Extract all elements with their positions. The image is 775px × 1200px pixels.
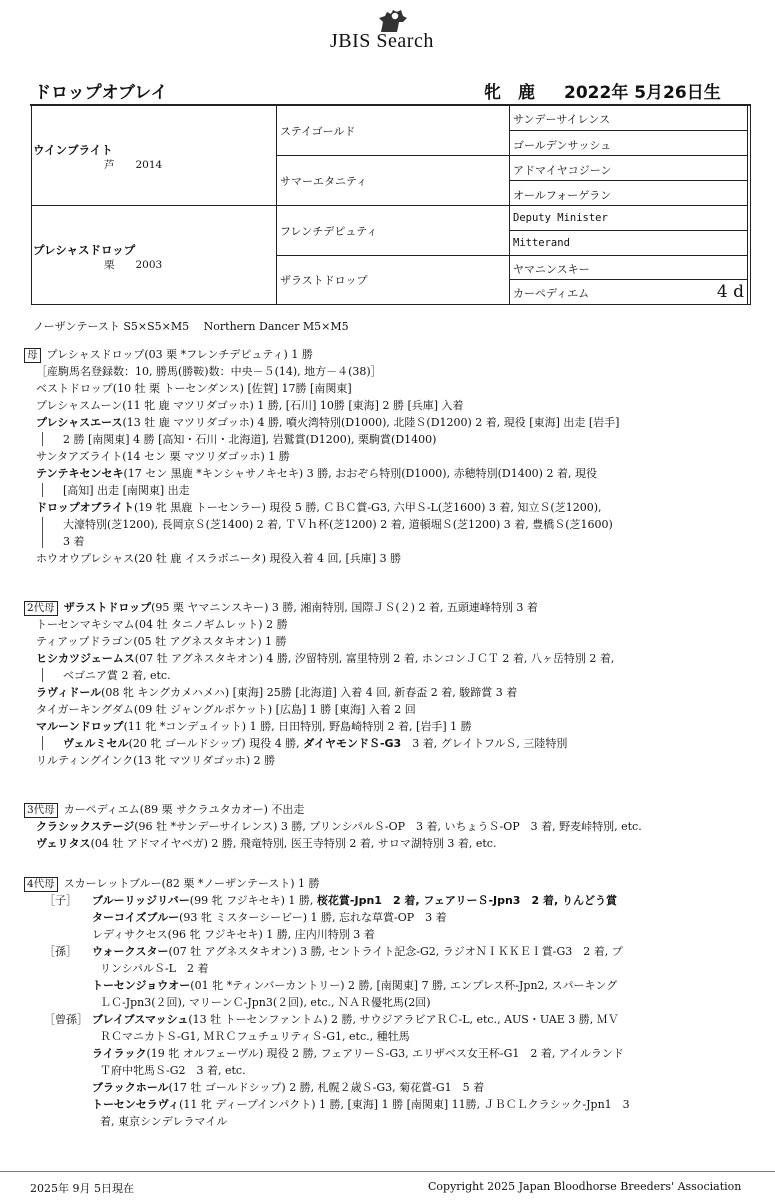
progeny-detail: (17 セン 黒鹿 *キンシャサノキセキ) 3 勝, おおぞら特別(D1000), 赤穂特別(D1400) 2 着, 現役 bbox=[123, 467, 597, 480]
pedigree-dsd-cell bbox=[510, 231, 748, 256]
third-dam-line: カーペディエム(89 栗 サクラユタカオー) 不出走 bbox=[63, 803, 305, 816]
pedigree-sire-cell bbox=[32, 105, 277, 206]
progeny-detail: (11 牝 ディープインパクト) 1 勝, [東海] 1 勝 [南関東] 11勝, ＪＢＣＬクラシック-Jpn1 3 bbox=[179, 1098, 630, 1111]
ancestor-dsd[interactable]: Mitterand bbox=[513, 237, 570, 249]
ancestor-dss[interactable]: Deputy Minister bbox=[513, 212, 608, 224]
pedigree-sss-cell bbox=[510, 105, 748, 131]
progeny-name[interactable]: ラヴィドール bbox=[36, 686, 102, 699]
pedigree-dam-cell bbox=[32, 206, 277, 304]
progeny-detail: (04 牡 アドマイヤベガ) 2 勝, 飛竜特別, 医王寺特別 2 着, サロマ湖特別 3 着, etc. bbox=[90, 837, 497, 850]
pedigree-ddd-cell bbox=[510, 280, 748, 304]
progeny-detail: (99 牝 フジキセキ) 1 勝, bbox=[189, 894, 317, 907]
section-tag-2nd-dam: 2代母 bbox=[24, 601, 58, 616]
jbis-logo[interactable] bbox=[325, 8, 465, 56]
progeny-name[interactable]: ヴェリタス bbox=[36, 837, 91, 850]
ancestor-ddd[interactable]: カーペディエム bbox=[513, 287, 590, 300]
horse-color: 鹿 bbox=[518, 83, 535, 103]
pedigree-ssd-cell bbox=[510, 131, 748, 156]
pedigree-ss-cell bbox=[277, 105, 510, 156]
progeny-detail: (20 牝 ゴールドシップ) 現役 4 勝, bbox=[128, 737, 304, 750]
progeny-detail: 3 着, グレイトフルＳ, 三陸特別 bbox=[401, 737, 568, 750]
progeny-detail: (08 牝 キングカメハメハ) [東海] 25勝 [北海道] 入着 4 回, 新春盃 2 着, 駿蹄賞 3 着 bbox=[101, 686, 518, 699]
second-dam-detail: (95 栗 ヤマニンスキー) 3 勝, 湘南特別, 国際ＪＳ(２) 2 着, 五頭連峰特別 3 着 bbox=[151, 601, 538, 614]
progeny-detail: (07 牡 アグネスタキオン) 3 勝, セントライト記念-G2, ラジオＮＩＫＫＥＩ賞-G3 2 着, プ bbox=[168, 945, 623, 958]
label-children: ［子］ bbox=[44, 894, 77, 907]
race-name: ダイヤモンドＳ-G3 bbox=[303, 737, 402, 750]
progeny-line: ホウオウプレシャス(20 牡 鹿 イスラボニータ) 現役入着 4 回, [兵庫] 3 勝 bbox=[36, 552, 402, 565]
progeny-line: サンタアズライト(14 セン 栗 マツリダゴッホ) 1 勝 bbox=[36, 450, 290, 463]
as-of-date: 2025年 9月 5日現在 bbox=[30, 1182, 134, 1195]
progeny-name[interactable]: ブルーリッジリバー bbox=[92, 894, 190, 907]
progeny-name[interactable]: マルーンドロップ bbox=[36, 720, 124, 733]
sire-sire[interactable]: ステイゴールド bbox=[280, 125, 356, 138]
progeny-name[interactable]: ウォークスター bbox=[92, 945, 169, 958]
pedigree-sds-cell bbox=[510, 156, 748, 181]
progeny-line: トーセンマキシマム(04 牡 タニノギムレット) 2 勝 bbox=[36, 618, 288, 631]
progeny-line: ティアップドラゴン(05 牡 アグネスタキオン) 1 勝 bbox=[36, 635, 287, 648]
progeny-name[interactable]: ヒシカツジェームス bbox=[36, 652, 135, 665]
label-grandchildren: ［孫］ bbox=[44, 945, 77, 958]
pedigree-sd-cell bbox=[277, 156, 510, 206]
horse-name: ドロップオブレイ bbox=[34, 83, 168, 103]
progeny-name[interactable]: ライラック bbox=[92, 1047, 147, 1060]
fourth-dam-line: スカーレットブルー(82 栗 *ノーザンテースト) 1 勝 bbox=[63, 877, 320, 890]
dam-line: プレシャスドロップ(03 栗 *フレンチデピュティ) 1 勝 bbox=[46, 348, 313, 361]
dam-color-year: 栗 2003 bbox=[104, 259, 163, 271]
pedigree-table bbox=[31, 104, 751, 305]
progeny-line: リルティングインク(13 牝 マツリダゴッホ) 2 勝 bbox=[36, 754, 276, 767]
progeny-name[interactable]: ブラックホール bbox=[92, 1081, 169, 1094]
progeny-line: ベストドロップ(10 牡 栗 トーセンダンス) [佐賀] 17勝 [南関東] bbox=[36, 382, 352, 395]
progeny-line: タイガーキングダム(09 牡 ジャングルポケット) [広島] 1 勝 [東海] 入着 2 回 bbox=[36, 703, 416, 716]
ancestor-dds[interactable]: ヤマニンスキー bbox=[513, 263, 590, 276]
title-row bbox=[30, 74, 750, 106]
progeny-detail: 着, 東京シンデレラマイル bbox=[100, 1115, 228, 1128]
dam-dam[interactable]: ザラストドロップ bbox=[280, 274, 368, 287]
footer-divider bbox=[0, 1171, 775, 1172]
pedigree-dd-cell bbox=[277, 256, 510, 304]
progeny-detail: (19 牝 黒鹿 トーセンラー) 現役 5 勝, ＣＢＣ賞-G3, 六甲Ｓ-L(芝1600) 3 着, 知立Ｓ(芝1200), bbox=[134, 501, 602, 514]
progeny-line: レディサクセス(96 牝 フジキセキ) 1 勝, 庄内川特別 3 着 bbox=[92, 928, 375, 941]
progeny-detail: 3 着 bbox=[63, 535, 85, 548]
section-tag-3rd-dam: 3代母 bbox=[24, 803, 58, 818]
ancestor-ssd[interactable]: ゴールデンサッシュ bbox=[513, 139, 612, 152]
indent-bar bbox=[42, 668, 43, 682]
progeny-detail: (19 牝 オルフェーヴル) 現役 2 勝, フェアリーＳ-G3, エリザベス女王杯-G1 2 着, アイルランド bbox=[146, 1047, 624, 1060]
dam-name[interactable]: プレシャスドロップ bbox=[33, 243, 136, 257]
progeny-detail: (93 牝 ミスターシービー) 1 勝, 忘れな草賞-OP 3 着 bbox=[179, 911, 447, 924]
horse-sex: 牝 bbox=[484, 83, 501, 103]
progeny-detail: (13 牡 鹿 マツリダゴッホ) 4 勝, 噴火湾特別(D1000), 北陸Ｓ(D1200) 2 着, 現役 [東海] 出走 [岩手] bbox=[122, 416, 620, 429]
progeny-detail: (96 牡 *サンデーサイレンス) 3 勝, プリンシパルＳ-OP 3 着, いちょうＳ-OP 3 着, 野麦峠特別, etc. bbox=[134, 820, 642, 833]
section-tag-4th-dam: 4代母 bbox=[24, 877, 58, 892]
progeny-detail: ベゴニア賞 2 着, etc. bbox=[63, 669, 171, 682]
indent-bar bbox=[42, 517, 43, 548]
progeny-name[interactable]: トーセンセラヴィ bbox=[92, 1098, 180, 1111]
progeny-detail: 2 勝 [南関東] 4 勝 [高知・石川・北海道], 岩鷲賞(D1200), 栗駒賞(D1400) bbox=[63, 433, 437, 446]
progeny-detail: (07 牡 アグネスタキオン) 4 勝, 汐留特別, 富里特別 2 着, ホンコンＪＣＴ 2 着, 八ヶ岳特別 2 着, bbox=[134, 652, 615, 665]
indent-bar bbox=[42, 483, 43, 497]
pedigree-sdd-cell bbox=[510, 181, 748, 206]
progeny-name[interactable]: プレシャスエース bbox=[36, 416, 123, 429]
progeny-detail: (11 牝 *コンデュイット) 1 勝, 日田特別, 野島崎特別 2 着, [岩手] 1 勝 bbox=[123, 720, 472, 733]
progeny-name[interactable]: テンテキセンセキ bbox=[36, 467, 124, 480]
pedigree-ds-cell bbox=[277, 206, 510, 256]
pedigree-dss-cell bbox=[510, 206, 748, 231]
progeny-name[interactable]: ヴェルミセル bbox=[63, 737, 129, 750]
progeny-detail: (17 牡 ゴールドシップ) 2 勝, 札幌２歳Ｓ-G3, 菊花賞-G1 5 着 bbox=[168, 1081, 485, 1094]
progeny-detail: リンシパルＳ-L 2 着 bbox=[100, 962, 209, 975]
progeny-name[interactable]: ブレイブスマッシュ bbox=[92, 1013, 189, 1026]
dosage-label: 4 d bbox=[716, 282, 744, 302]
indent-bar bbox=[42, 432, 43, 446]
progeny-detail: ＲＣマニカトＳ-G1, ＭＲＣフュチュリティＳ-G1, etc., 種牡馬 bbox=[100, 1030, 410, 1043]
progeny-name[interactable]: トーセンジョウオー bbox=[92, 979, 191, 992]
sire-dam[interactable]: サマーエタニティ bbox=[280, 175, 368, 188]
progeny-detail: ＬＣ-Jpn3(２回), マリーンＣ-Jpn3(２回), etc., ＮＡＲ優牝馬(2回) bbox=[100, 996, 431, 1009]
logo-text-search: Search bbox=[376, 30, 434, 52]
progeny-name[interactable]: ドロップオブライト bbox=[36, 501, 135, 514]
dam-stats: ［産駒馬名登録数：10, 勝馬(勝鞍)数：中央－５(14), 地方－４(38)］ bbox=[36, 365, 382, 378]
progeny-line: プレシャスムーン(11 牝 鹿 マツリダゴッホ) 1 勝, [石川] 10勝 [東海] 2 勝 [兵庫] 入着 bbox=[36, 399, 464, 412]
progeny-detail: 大濠特別(芝1200), 長岡京Ｓ(芝1400) 2 着, ＴＶｈ杯(芝1200) 2 着, 道頓堀Ｓ(芝1200) 3 着, 豊橋Ｓ(芝1600) bbox=[63, 518, 613, 531]
sire-name[interactable]: ウインブライト bbox=[33, 143, 113, 157]
ancestor-sdd[interactable]: オールフォーゲラン bbox=[513, 189, 612, 202]
logo-text-jbis: JBIS bbox=[330, 30, 371, 52]
ancestor-sds[interactable]: アドマイヤコジーン bbox=[513, 164, 612, 177]
second-dam-name[interactable]: ザラストドロップ bbox=[63, 601, 152, 614]
progeny-name[interactable]: ターコイズブルー bbox=[92, 911, 180, 924]
race-results: 桜花賞-Jpn1 2 着, フェアリーＳ-Jpn3 2 着, りんどう賞 bbox=[316, 894, 617, 907]
copyright: Copyright 2025 Japan Bloodhorse Breeders' Association bbox=[428, 1180, 742, 1193]
progeny-detail: (01 牝 *ティンバーカントリー) 2 勝, [南関東] 7 勝, エンプレス杯-Jpn2, スパーキング bbox=[190, 979, 618, 992]
sire-color-year: 芦 2014 bbox=[104, 159, 163, 171]
dam-sire[interactable]: フレンチデピュティ bbox=[280, 225, 378, 238]
progeny-detail: Ｔ府中牝馬Ｓ-G2 3 着, etc. bbox=[100, 1064, 246, 1077]
progeny-detail: (13 牡 トーセンファントム) 2 勝, サウジアラビアＲＣ-L, etc., AUS・UAE 3 勝, ＭＶ bbox=[188, 1013, 619, 1026]
pedigree-dds-cell bbox=[510, 256, 748, 280]
label-great-grandchildren: ［曾孫］ bbox=[44, 1013, 88, 1026]
progeny-name[interactable]: クラシックステージ bbox=[36, 820, 135, 833]
progeny-detail: [高知] 出走 [南関東] 出走 bbox=[63, 484, 190, 497]
horse-birth-date: 2022年 5月26日生 bbox=[564, 83, 721, 103]
inbreeding-note: ノーザンテースト S5×S5×M5 Northern Dancer M5×M5 bbox=[33, 320, 349, 333]
section-tag-dam: 母 bbox=[24, 348, 41, 363]
indent-bar bbox=[42, 736, 43, 750]
ancestor-sss[interactable]: サンデーサイレンス bbox=[513, 113, 611, 126]
